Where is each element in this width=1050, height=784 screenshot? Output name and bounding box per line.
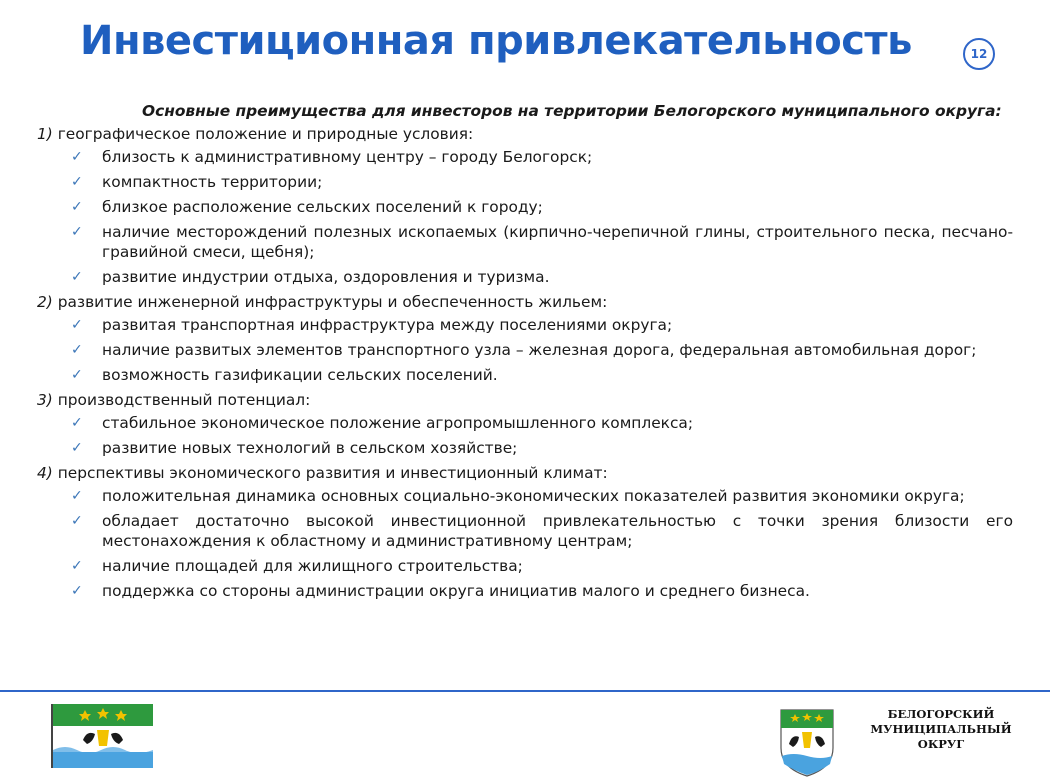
section-number: 4) [37,464,53,482]
flag-icon [51,704,153,768]
list-item [37,197,1013,217]
section-title: развитие инженерной инфраструктуры и обеспеченность жильем: [57,293,608,311]
check-icon: ✓ [71,149,83,165]
list-item [37,340,1013,360]
org-name-line2: МУНИЦИПАЛЬНЫЙ [870,722,1012,736]
check-icon: ✓ [71,199,83,215]
check-icon: ✓ [71,513,83,529]
list-item [37,556,1013,576]
list-item [37,172,1013,192]
list-item-text: близость к административному центру – городу Белогорск; [102,148,593,166]
main-content [37,101,1013,606]
check-icon: ✓ [71,415,83,431]
bullet-list [37,413,1013,458]
list-item-text: компактность территории; [102,173,323,191]
section-title: перспективы экономического развития и инвестиционный климат: [57,464,608,482]
section-title: производственный потенциал: [57,391,311,409]
coat-of-arms-icon [779,708,835,778]
footer-divider [0,690,1050,692]
list-item-text: развитая транспортная инфраструктура между поселениями округа; [102,316,673,334]
list-item-text: возможность газификации сельских поселений. [102,366,498,384]
list-item [37,438,1013,458]
list-item [37,147,1013,167]
list-item-text: близкое расположение сельских поселений к городу; [102,198,543,216]
list-item [37,581,1013,601]
check-icon: ✓ [71,488,83,504]
bullet-list [37,486,1013,601]
section [37,124,1013,287]
section-heading [37,463,1013,483]
list-item-text: развитие индустрии отдыха, оздоровления и туризма. [102,268,550,286]
intro-heading: Основные преимущества для инвесторов на территории Белогорского муниципального округа: [142,102,1002,120]
check-icon: ✓ [71,342,83,358]
bullet-list [37,147,1013,287]
section-heading [37,292,1013,312]
list-item-text: развитие новых технологий в сельском хозяйстве; [102,439,518,457]
page-title: Инвестиционная привлекательность [80,18,912,64]
list-item-text: наличие месторождений полезных ископаемых (кирпично-черепичной глины, строительного песка, песчано-гравийной смеси, щебня); [102,223,1013,261]
section-number: 1) [37,125,53,143]
list-item [37,365,1013,385]
page-number-badge: 12 [963,38,995,70]
list-item [37,413,1013,433]
check-icon: ✓ [71,583,83,599]
org-name-line1: БЕЛОГОРСКИЙ [887,707,995,721]
list-item-text: наличие площадей для жилищного строительства; [102,557,523,575]
section [37,292,1013,385]
org-name [866,707,1016,752]
list-item [37,315,1013,335]
section-heading [37,390,1013,410]
check-icon: ✓ [71,269,83,285]
section-heading [37,124,1013,144]
section-title: географическое положение и природные условия: [57,125,474,143]
list-item [37,267,1013,287]
check-icon: ✓ [71,440,83,456]
section-number: 2) [37,293,53,311]
list-item-text: обладает достаточно высокой инвестиционной привлекательностью с точки зрения близости его местонахождения к областному и административному центрам; [102,512,1013,550]
check-icon: ✓ [71,367,83,383]
list-item-text: поддержка со стороны администрации округа инициатив малого и среднего бизнеса. [102,582,810,600]
check-icon: ✓ [71,317,83,333]
sections-list [37,124,1013,601]
section [37,390,1013,458]
list-item [37,511,1013,551]
check-icon: ✓ [71,224,83,240]
section [37,463,1013,601]
list-item [37,222,1013,262]
section-number: 3) [37,391,53,409]
list-item-text: положительная динамика основных социально-экономических показателей развития экономики округа; [102,487,965,505]
check-icon: ✓ [71,174,83,190]
list-item [37,486,1013,506]
org-name-line3: ОКРУГ [917,737,965,751]
check-icon: ✓ [71,558,83,574]
list-item-text: наличие развитых элементов транспортного узла – железная дорога, федеральная автомобильная дорог; [102,341,977,359]
bullet-list [37,315,1013,385]
list-item-text: стабильное экономическое положение агропромышленного комплекса; [102,414,694,432]
